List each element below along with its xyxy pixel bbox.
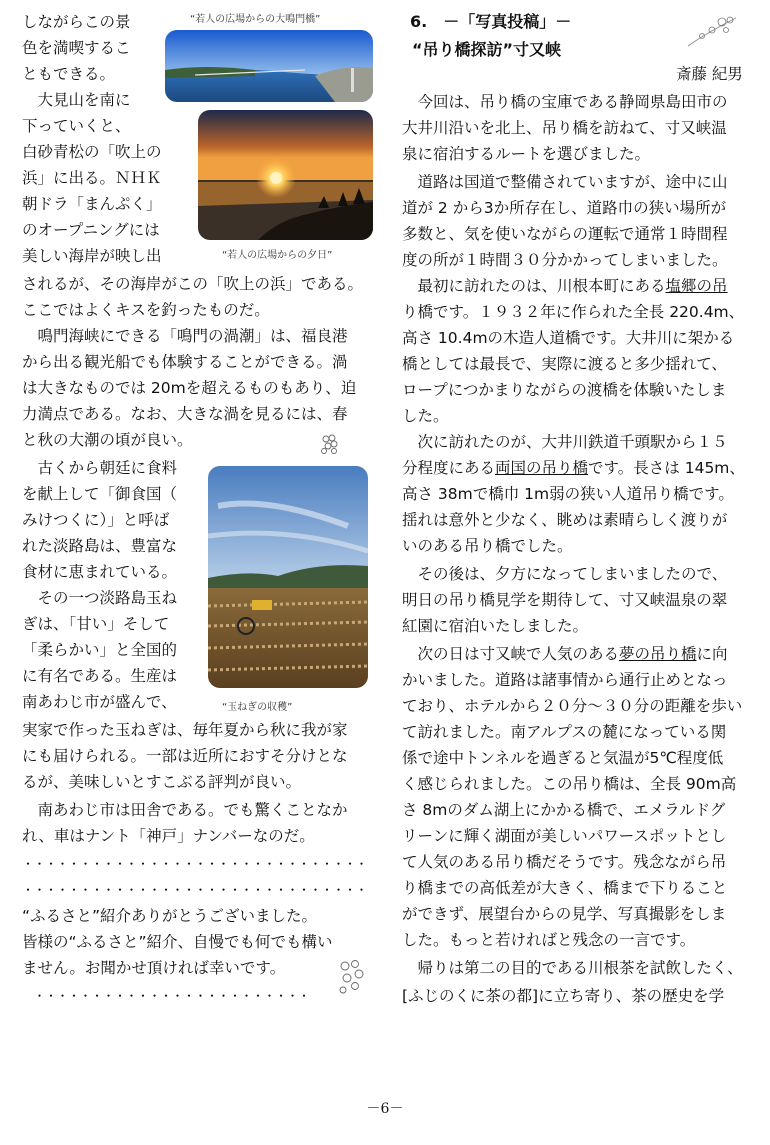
sunset-photo [198,110,373,240]
right-line: ができず、展望台からの見学、写真撮影をしま [402,905,727,923]
photo-caption-onion: “玉ねぎの収穫” [222,702,293,713]
left-line: 実家で作った玉ねぎは、毎年夏から秋に我が家 [22,721,348,739]
right-line: [ふじのくに茶の都]に立ち寄り、茶の歴史を学 [402,987,725,1005]
dotted-separator: ・・・・・・・・・・・・・・・・・・・・・・・・・・・・・・ [22,857,368,871]
right-line: かいました。道路は諸事情から通行止めとなっ [402,671,728,689]
left-line: 白砂青松の「吹上の [22,143,162,161]
left-line: 古くから朝廷に食料 [22,459,178,477]
left-line: 南あわじ市は田舎である。でも驚くことなか [22,801,348,819]
right-line: した。もっと若ければと残念の一言です。 [402,931,696,949]
right-line: 今回は、吊り橋の宝庫である静岡県島田市の [402,93,728,111]
right-line: 明日の吊り橋見学を期待して、寸又峡温泉の翠 [402,591,728,609]
right-line [402,641,728,667]
left-line: のオープニングには [22,221,160,239]
right-line: した。 [402,407,449,425]
text-segment: 分程度にある [402,459,496,477]
dotted-separator: ・・・・・・・・・・・・・・・・・・・・・・・・・・・・・・ [22,883,368,897]
right-line: 橋としては最長で、実際に渡ると多少揺れて、 [402,355,727,373]
left-line: しながらこの景 [22,13,131,31]
underlined-bridge-name: 塩郷の吊 [665,277,728,295]
underlined-bridge-name: 両国の吊り橋 [495,459,589,477]
right-line: いのある吊り橋でした。 [402,537,573,555]
right-line: リーンに輝く湖面が美しいパワースポットとし [402,827,727,845]
left-line: 力満点である。なお、大きな渦を見るには、春 [22,405,348,423]
right-line: り橋です。１９３２年に作られた全長 220.4m、 [402,303,745,321]
right-line: 高さ 10.4mの木造人道橋です。大井川に架かる [402,329,735,347]
left-line: 色を満喫するこ [22,39,131,57]
flower-icon [333,956,369,996]
flower-icon [316,430,344,458]
dotted-separator: ・・・・・・・・・・・・・・・・・・・・・・・・ [22,989,310,1003]
photo-caption-sunset: “若人の広場からの夕日” [222,250,333,261]
left-line: その一つ淡路島玉ね [22,589,178,607]
right-line: 揺れは意外と少なく、眺めは素晴らしく渡りが [402,511,728,529]
text-segment: 最初に訪れたのは、川根本町にある [402,277,666,295]
underlined-bridge-name: 夢の吊り橋 [619,645,697,663]
text-segment: に向 [696,645,728,663]
right-line: 道が 2 から3か所存在し、道路巾の狭い場所が [402,199,727,217]
left-line: に有名である。生産は [22,667,178,685]
page-number: －6－ [366,1101,404,1117]
right-line: 道路は国道で整備されていますが、途中に山 [402,173,728,191]
photo-caption-bridge: “若人の広場からの大鳴門橋” [190,14,321,25]
left-line: は大きなものでは 20mを超えるものもあり、迫 [22,379,357,397]
left-line: 南あわじ市が盛んで、 [22,693,177,711]
right-line: ロープにつかまりながらの渡橋を体験いたしま [402,381,727,399]
right-line [402,455,745,481]
left-line: ともできる。 [22,65,116,83]
text-segment: です。長さは 145m、 [588,459,745,477]
left-line: ぎは、「甘い」そして [22,615,170,633]
left-line: 大見山を南に [22,91,131,109]
left-line: 美しい海岸が映し出 [22,247,162,265]
left-line: れ、車はナント「神戸」ナンバーなのだ。 [22,827,315,845]
right-line: その後は、夕方になってしまいましたので、 [402,565,728,583]
left-line: から出る観光船でも体験することができる。渦 [22,353,348,371]
flower-branch-icon [684,10,742,50]
section-title: 6. －「写真投稿」－ [410,12,572,31]
right-line: 次に訪れたのが、大井川鉄道千頭駅から１５ [402,433,728,451]
right-line: り橋までの高低差が大きく、橋まで下りること [402,879,728,897]
right-line: 泉に宿泊するルートを選びました。 [402,145,651,163]
right-line: 度の所が１時間３０分かかってしまいました。 [402,251,728,269]
left-line: 鳴門海峡にできる「鳴門の渦潮」は、福良港 [22,327,348,345]
right-line [402,273,728,299]
right-line: て訪れました。南アルプスの麓になっている関 [402,723,727,741]
left-line: されるが、その海岸がこの「吹上の浜」である。 [22,275,364,293]
right-line: 多数と、気を使いながらの運転で通常１時間程 [402,225,728,243]
left-line: 浜」に出る。ＮＨＫ [22,169,162,187]
left-line: 下っていくと、 [22,117,131,135]
left-line: 「柔らかい」と全国的 [22,641,178,659]
left-line: ここではよくキスを釣ったものだ。 [22,301,270,319]
right-line: 紅園に宿泊いたしました。 [402,617,589,635]
right-line: さ 8mのダム湖上にかかる橋で、エメラルドグ [402,801,726,819]
right-line: て人気のある吊り橋だそうです。残念ながら吊 [402,853,727,871]
text-segment: 次の日は寸又峡で人気のある [402,645,620,663]
left-line: るが、美味しいとすこぶる評判が良い。 [22,773,302,791]
left-line: “ふるさと”紹介ありがとうございました。 [22,907,318,925]
author-name: 斎藤 紀男 [676,65,743,83]
left-line: 皆様の“ふるさと”紹介、自慢でも何でも構い [22,933,333,951]
left-line: を献上して「御食国（ [22,485,178,503]
left-line: と秋の大潮の頃が良い。 [22,431,193,449]
left-line: にも届けられる。一部は近所におすそ分けとな [22,747,348,765]
right-line: 帰りは第二の目的である川根茶を試飲したく、 [402,959,743,977]
right-line: く感じられました。この吊り橋は、全長 90m高 [402,775,737,793]
left-line: みけつくに）」と呼ば [22,511,170,529]
article-title: “吊り橋探訪”寸又峡 [412,40,562,59]
right-line: 係で途中トンネルを過ぎると気温が5℃程度低 [402,749,724,767]
right-line: 大井川沿いを北上、吊り橋を訪ねて、寸又峡温 [402,119,727,137]
onion-harvest-photo [208,466,368,688]
right-line: ており、ホテルから２０分～３０分の距離を歩い [402,697,743,715]
right-line: 高さ 38mで橋巾 1m弱の狭い人道吊り橋です。 [402,485,734,503]
left-line: 朝ドラ「まんぷく」 [22,195,162,213]
bridge-photo [165,30,373,102]
left-line: 食材に恵まれている。 [22,563,178,581]
left-line: れた淡路島は、豊富な [22,537,178,555]
left-line: ません。お聞かせ頂ければ幸いです。 [22,959,286,977]
